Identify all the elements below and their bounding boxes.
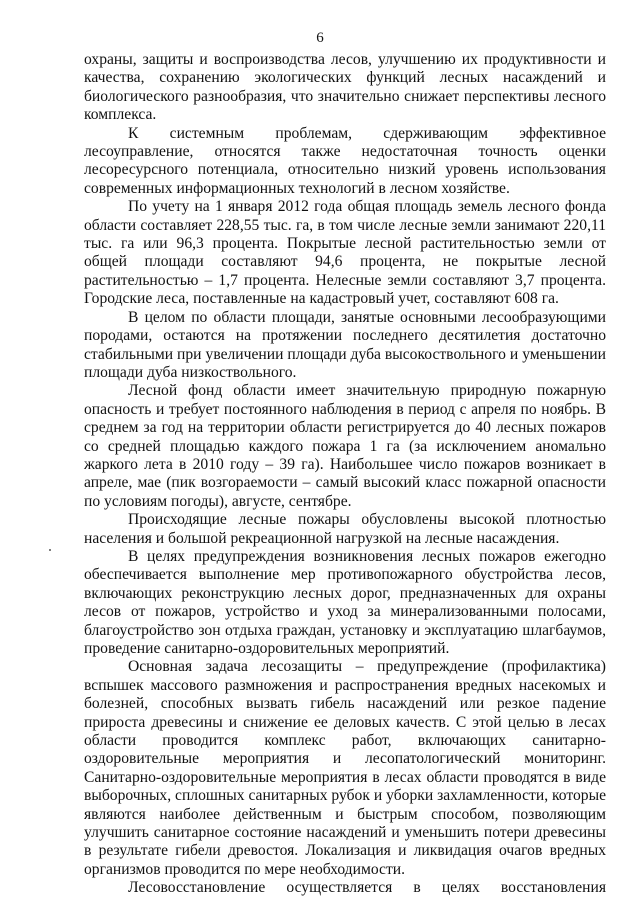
scan-speck	[49, 549, 51, 551]
paragraph-forest-fund-area: По учету на 1 января 2012 года общая площадь земель лесного фонда области составляет 228,55 тыс. га, в том числе лесные земли занимают 220,11 тыс. га или 96,3 процента. Покрытые лесной растительностью земли от общей площади составляют 94,6 процента, не покрытые лесной растительностью – 1,7 процента. Нелесные земли составляют 3,7 процента. Городские леса, поставленные на кадастровый учет, составляют 608 га.	[84, 198, 606, 308]
document-body	[84, 51, 606, 898]
paragraph-forest-protection: Основная задача лесозащиты – предупреждение (профилактика) вспышек массового размножения и распространения вредных насекомых и болезней, способных вызвать гибель насаждений или резкое падение прироста древесины и снижение ее деловых качеств. С этой целью в лесах области проводится комплекс работ, включающих санитарно-оздоровительные мероприятия и лесопатологический мониторинг. Санитарно-оздоровительные мероприятия в лесах области проводятся в виде выборочных, сплошных санитарных рубок и уборки захламленности, которые являются наиболее действенным и быстрым способом, позволяющим улучшить санитарное состояние насаждений и уменьшить потери древесины в результате гибели древостоя. Локализация и ликвидация очагов вредных организмов проводится по мере необходимости.	[84, 658, 606, 878]
paragraph-reforestation: Лесовосстановление осуществляется в целях восстановления	[128, 879, 606, 897]
paragraph-systemic-problems: К системным проблемам, сдерживающим эффективное лесоуправление, относятся также недостаточная точность оценки лесоресурсного потенциала, относительно низкий уровень использования современных информационных технологий в лесном хозяйстве.	[84, 124, 606, 197]
paragraph-fire-causes: Происходящие лесные пожары обусловлены высокой плотностью населения и большой рекреационной нагрузкой на лесные насаждения.	[84, 511, 606, 547]
page-number: 6	[316, 30, 324, 46]
paragraph-continuation: охраны, защиты и воспроизводства лесов, улучшению их продуктивности и качества, сохранению экологических функций лесных насаждений и биологического разнообразия, что значительно снижает перспективы лесного комплекса.	[84, 51, 606, 124]
paragraph-fire-prevention: В целях предупреждения возникновения лесных пожаров ежегодно обеспечивается выполнение мер противопожарного обустройства лесов, включающих реконструкцию лесных дорог, предназначенных для охраны лесов от пожаров, устройство и уход за минерализованными полосами, благоустройство зон отдыха граждан, установку и эксплуатацию шлагбаумов, проведение санитарно-оздоровительных мероприятий.	[84, 547, 606, 657]
paragraph-fire-danger: Лесной фонд области имеет значительную природную пожарную опасность и требует постоянного наблюдения в период с апреля по ноябрь. В среднем за год на территории области регистрируется до 40 лесных пожаров со средней площадью каждого пожара 1 га (за исключением аномально жаркого лета в 2010 году – 39 га). Наибольшее число пожаров возникает в апреле, мае (пик возгораемости – самый высокий класс пожарной опасности по условиям погоды), августе, сентябре.	[84, 382, 606, 510]
paragraph-forest-species: В целом по области площади, занятые основными лесообразующими породами, остаются на протяжении последнего десятилетия достаточно стабильными при увеличении площади дуба высокоствольного и уменьшении площади дуба низкоствольного.	[84, 308, 606, 381]
